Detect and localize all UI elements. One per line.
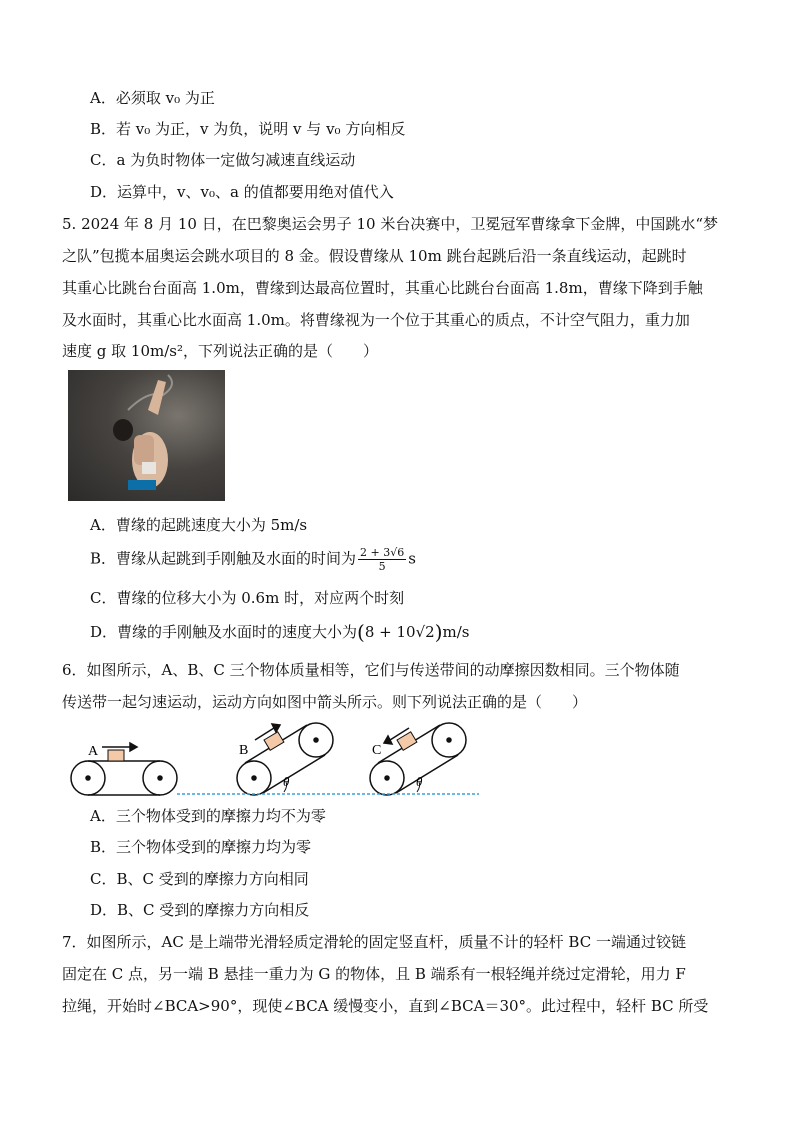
q6-stem-line-1: 6．如图所示，A、B、C 三个物体质量相等，它们与传送带间的动摩擦因数相同。三个物体随	[62, 661, 680, 679]
q4-option-c: C．a 为负时物体一定做匀减速直线运动	[90, 151, 356, 169]
label-b: B	[239, 743, 249, 758]
conveyor-belt-figure	[62, 722, 492, 802]
q5-option-b-unit: s	[408, 549, 416, 568]
q6-stem-line-2: 传送带一起匀速运动，运动方向如图中箭头所示。则下列说法正确的是（ ）	[62, 693, 588, 711]
q7-stem-line-2: 固定在 C 点，另一端 B 悬挂一重力为 G 的物体，且 B 端系有一根轻绳并绕过定滑轮，用力 F	[62, 965, 686, 983]
q4-option-b: B．若 v₀ 为正，v 为负，说明 v 与 v₀ 方向相反	[90, 120, 406, 138]
q5-option-a: A．曹缘的起跳速度大小为 5m/s	[90, 516, 308, 534]
fraction-denominator: 5	[378, 560, 386, 573]
q5-stem-line-4: 及水面时，其重心比水面高 1.0m。将曹缘视为一个位于其重心的质点，不计空气阻力，重力加	[62, 311, 690, 329]
diver-photo	[68, 370, 225, 501]
q5-stem-line-3: 其重心比跳台台面高 1.0m，曹缘到达最高位置时，其重心比跳台台面高 1.8m，曹缘下降到手触	[62, 279, 703, 297]
q4-option-a: A．必须取 v₀ 为正	[90, 89, 215, 107]
q7-stem-line-3: 拉绳，开始时∠BCA>90°，现使∠BCA 缓慢变小，直到∠BCA＝30°。此过程中，轻杆 BC 所受	[62, 997, 709, 1015]
q6-option-b: B．三个物体受到的摩擦力均为零	[90, 838, 312, 856]
q5-option-b-fraction	[358, 546, 406, 573]
label-a: A	[88, 744, 99, 759]
q5-option-d	[90, 622, 469, 642]
close-paren: )	[434, 620, 443, 644]
q5-option-b-text: B．曹缘从起跳到手刚触及水面的时间为	[90, 549, 357, 568]
fraction-numerator: 2 + 3√6	[360, 546, 405, 559]
q4-option-d: D．运算中，v、v₀、a 的值都要用绝对值代入	[90, 183, 394, 201]
block-b	[264, 732, 284, 751]
open-paren: (	[357, 620, 365, 644]
block-a	[108, 750, 124, 761]
label-c: C	[372, 743, 382, 758]
q5-option-c: C．曹缘的位移大小为 0.6m 时，对应两个时刻	[90, 589, 405, 607]
q5-stem-line-1: 5. 2024 年 8 月 10 日，在巴黎奥运会男子 10 米台决赛中，卫冕冠军曹缘拿下金牌，中国跳水“梦	[62, 215, 719, 233]
q5-option-d-text: D．曹缘的手刚触及水面时的速度大小为	[90, 623, 358, 641]
q5-option-d-unit: m/s	[442, 623, 470, 641]
theta-b: θ	[283, 774, 290, 789]
q6-option-a: A．三个物体受到的摩擦力均不为零	[90, 807, 326, 825]
q5-stem-line-2: 之队”包揽本届奥运会跳水项目的 8 金。假设曹缘从 10m 跳台起跳后沿一条直线运动，起跳时	[62, 247, 687, 265]
q6-option-d: D．B、C 受到的摩擦力方向相反	[90, 901, 310, 919]
q5-option-b	[90, 546, 416, 573]
q5-option-d-value: 8 + 10√2	[364, 623, 435, 641]
belt-a	[71, 761, 177, 795]
q5-stem-line-5: 速度 g 取 10m/s²，下列说法正确的是（ ）	[62, 342, 378, 360]
q6-option-c: C．B、C 受到的摩擦力方向相同	[90, 870, 309, 888]
q7-stem-line-1: 7．如图所示，AC 是上端带光滑轻质定滑轮的固定竖直杆，质量不计的轻杆 BC 一端通过铰链	[62, 933, 686, 951]
theta-c: θ	[416, 774, 423, 789]
